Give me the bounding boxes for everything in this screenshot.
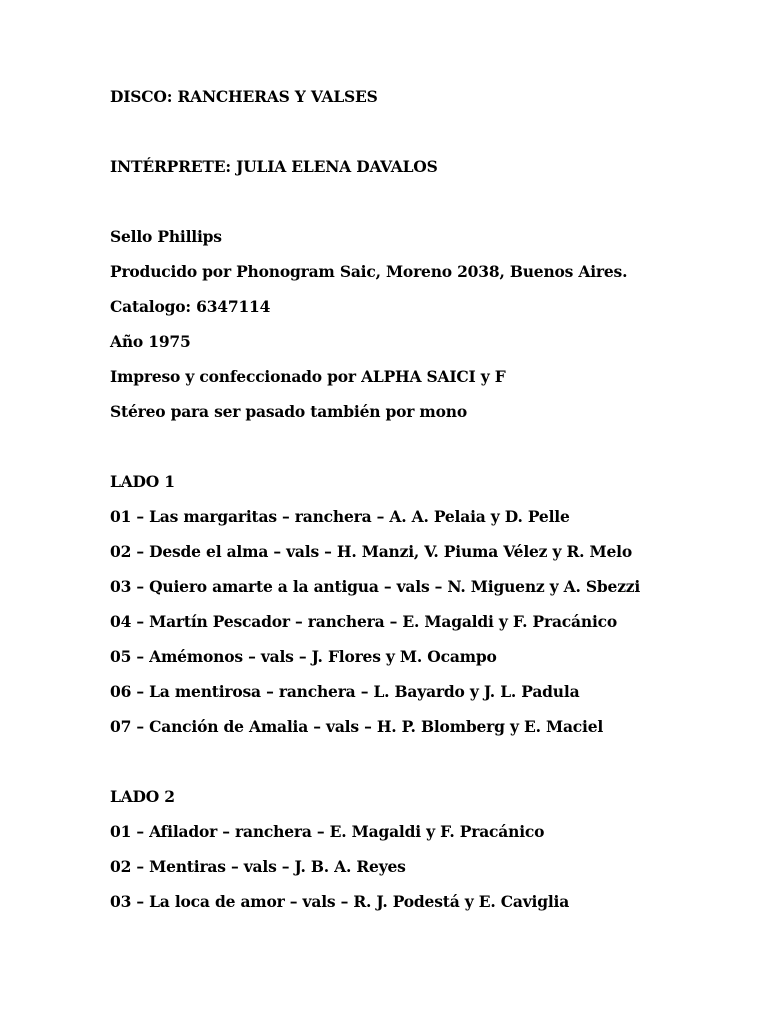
disco-title: DISCO: RANCHERAS Y VALSES	[110, 87, 378, 106]
interprete-title: INTÉRPRETE: JULIA ELENA DAVALOS	[110, 157, 438, 176]
track-item: 02 – Mentiras – vals – J. B. A. Reyes	[110, 857, 406, 876]
track-item: 03 – Quiero amarte a la antigua – vals – N. Miguenz y A. Sbezzi	[110, 577, 641, 596]
track-item: 07 – Canción de Amalia – vals – H. P. Blomberg y E. Maciel	[110, 717, 604, 736]
track-item: 01 – Afilador – ranchera – E. Magaldi y F. Pracánico	[110, 822, 545, 841]
track-item: 06 – La mentirosa – ranchera – L. Bayardo y J. L. Padula	[110, 682, 580, 701]
info-printer: Impreso y confeccionado por ALPHA SAICI y F	[110, 367, 506, 386]
info-producer: Producido por Phonogram Saic, Moreno 2038, Buenos Aires.	[110, 262, 628, 281]
info-stereo: Stéreo para ser pasado también por mono	[110, 402, 467, 421]
track-item: 04 – Martín Pescador – ranchera – E. Magaldi y F. Pracánico	[110, 612, 618, 631]
side1-title: LADO 1	[110, 472, 175, 491]
info-label: Sello Phillips	[110, 227, 222, 246]
side2-title: LADO 2	[110, 787, 175, 806]
track-item: 05 – Amémonos – vals – J. Flores y M. Ocampo	[110, 647, 497, 666]
track-item: 01 – Las margaritas – ranchera – A. A. Pelaia y D. Pelle	[110, 507, 570, 526]
info-catalog: Catalogo: 6347114	[110, 297, 271, 316]
track-item: 02 – Desde el alma – vals – H. Manzi, V. Piuma Vélez y R. Melo	[110, 542, 632, 561]
info-year: Año 1975	[110, 332, 191, 351]
track-item: 03 – La loca de amor – vals – R. J. Podestá y E. Caviglia	[110, 892, 570, 911]
